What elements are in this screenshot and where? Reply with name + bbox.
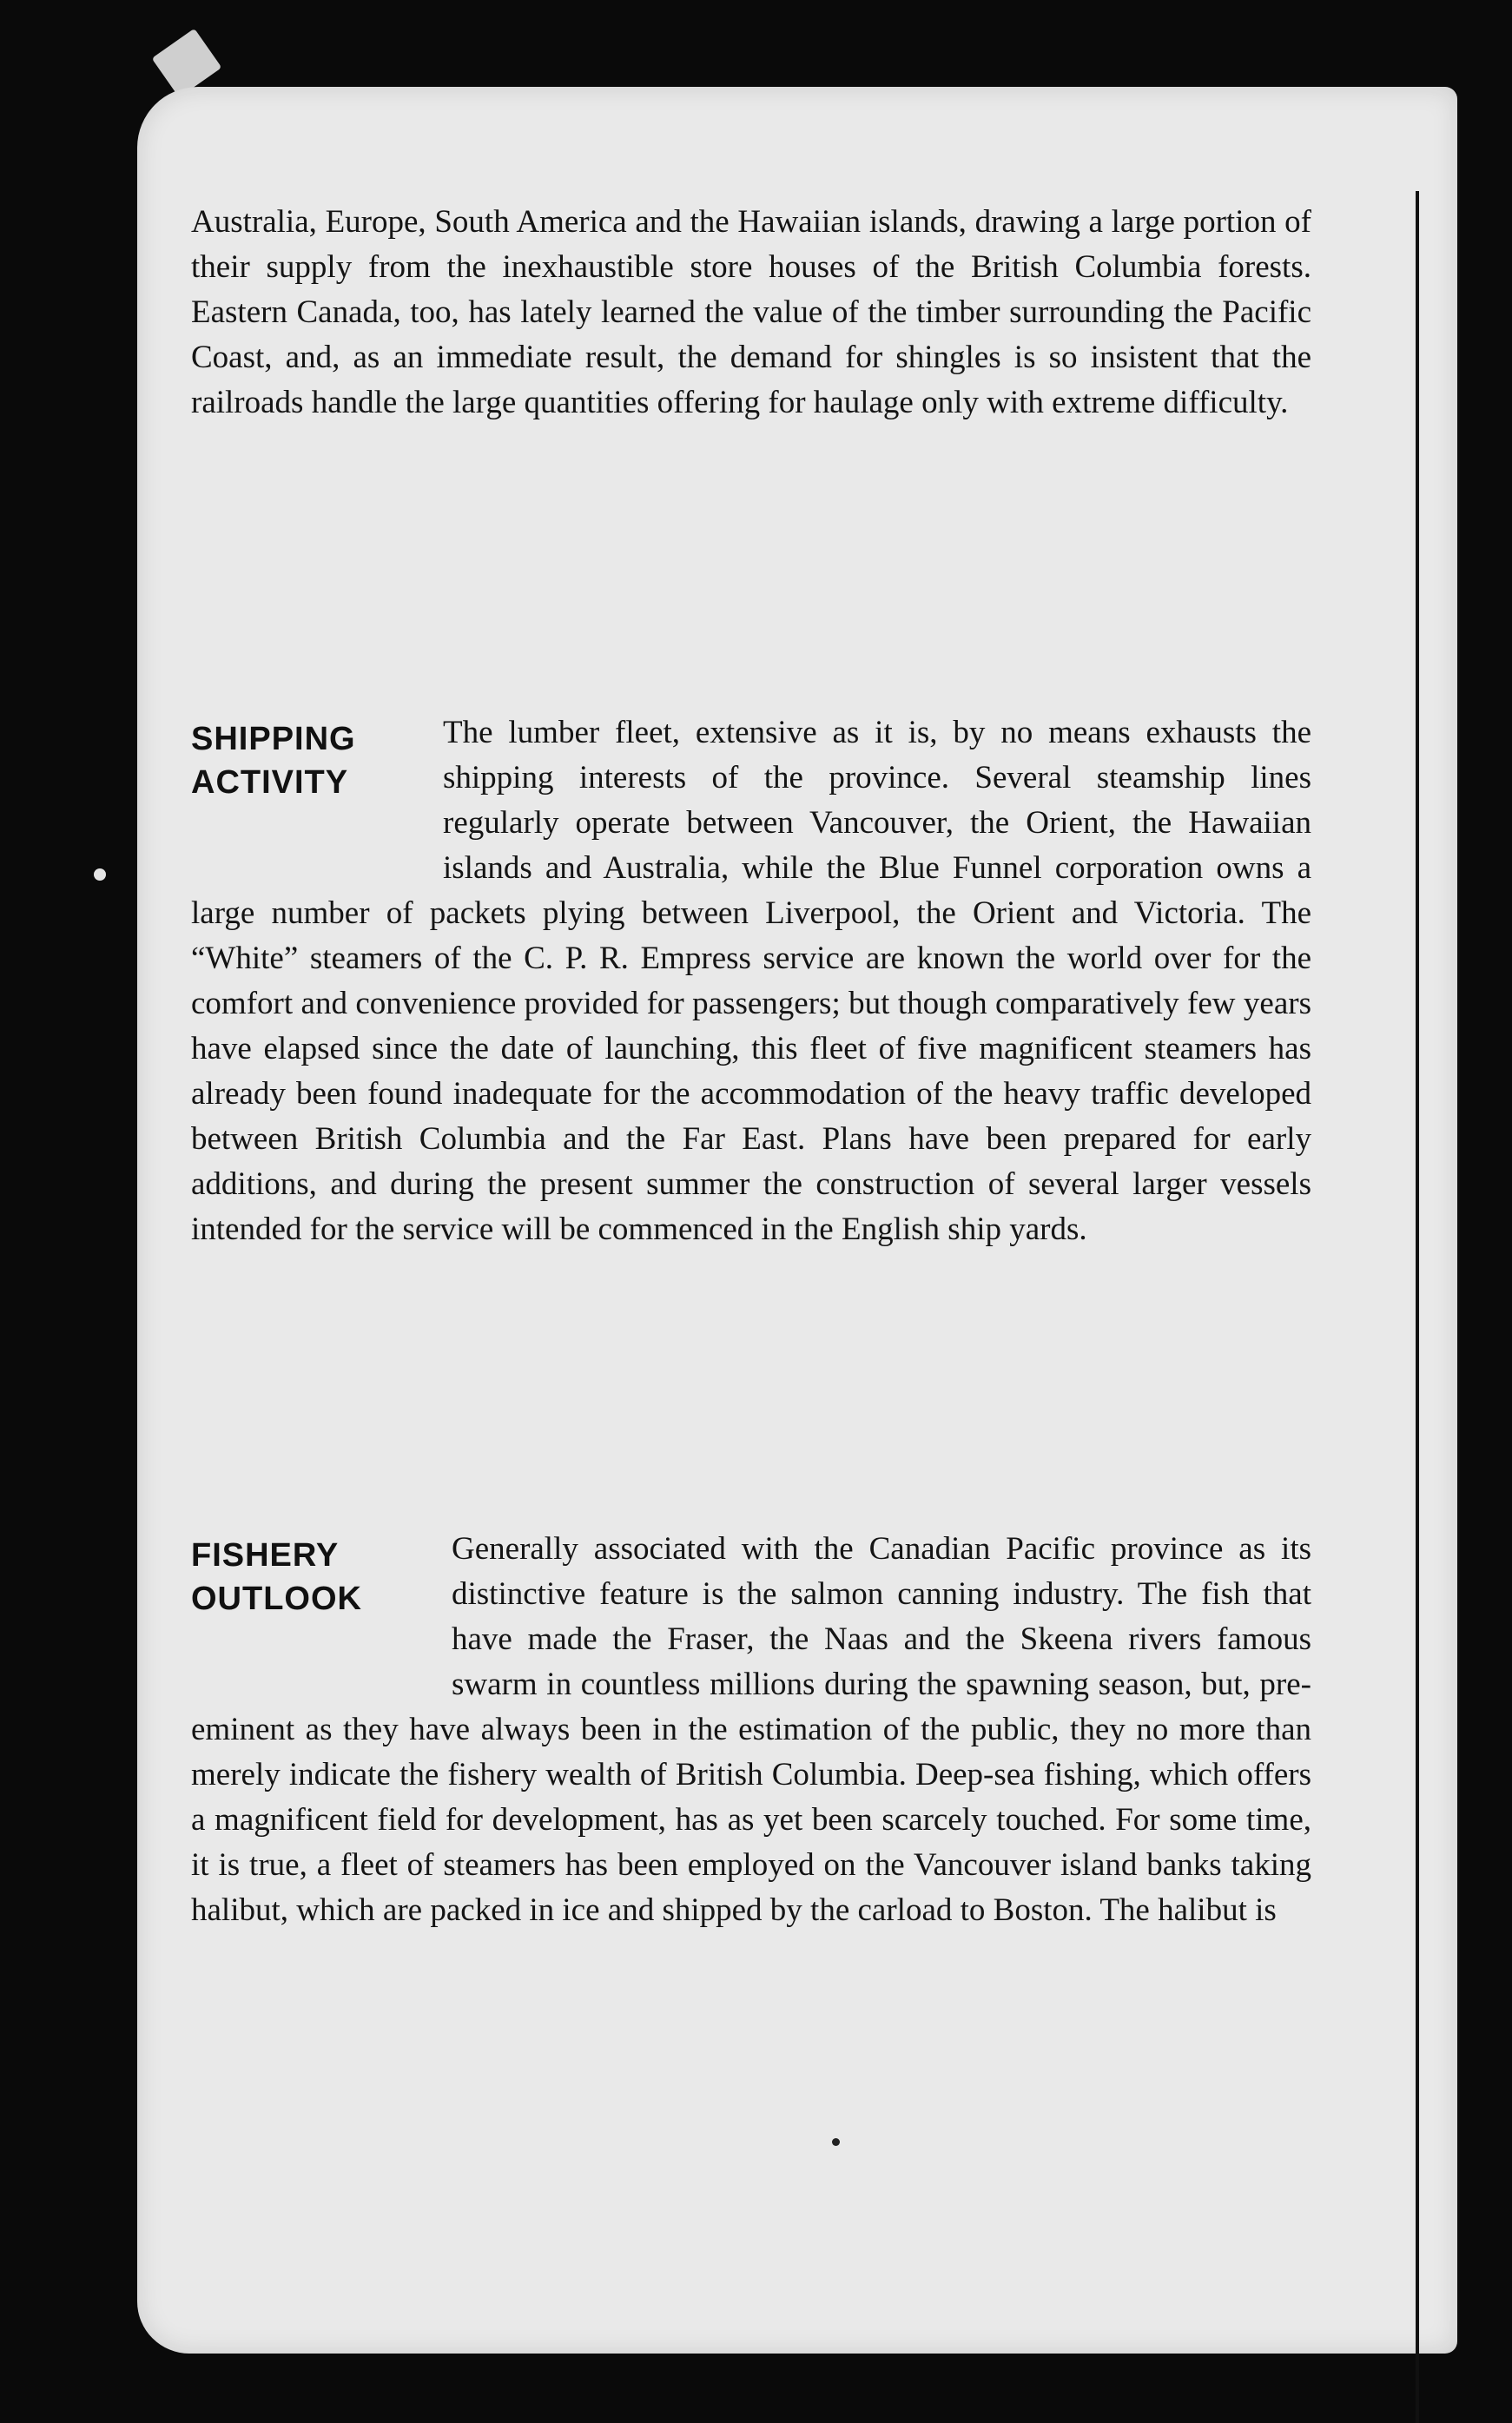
page-speck <box>832 2138 840 2146</box>
shipping-body: The lumber fleet, extensive as it is, by no means exhausts the shipping interests of the province. Several steamship lines regularly operate between Vancouver, the Orient, the Hawaiian islands and Australia, while the Blue Funnel corporation owns a large number of packets plying between Liverpool, the Orient and Victoria. The “White” steamers of the C. P. R. Empress service are known the world over for the comfort and convenience provided for passengers; but though comparatively few years have elapsed since the date of launching, this fleet of five magnificent steamers has already been found inadequate for the accommodation of the heavy traffic developed between British Columbia and the Far East. Plans have been prepared for early additions, and during the present summer the construction of several larger vessels intended for the service will be commenced in the English ship yards. <box>191 715 1311 1247</box>
edge-speck <box>94 868 106 881</box>
shipping-heading <box>191 717 443 848</box>
fishery-section <box>191 1527 1311 1933</box>
fishery-heading-line1: FISHERY <box>191 1537 340 1574</box>
fishery-heading-line2: OUTLOOK <box>191 1581 362 1617</box>
fishery-heading <box>191 1534 452 1664</box>
fishery-body: Generally associated with the Canadian Pacific province as its distinctive feature is the salmon canning industry. The fish that have made the Fraser, the Naas and the Skeena rivers famous swarm in countless millions during the spawning season, but, pre-eminent as they have always been in the estimation of the public, they no more than merely indicate the fishery wealth of British Columbia. Deep-sea fishing, which offers a magnificent field for development, has as yet been scarcely touched. For some time, it is true, a fleet of steamers has been employed on the Vancouver island banks taking halibut, which are packed in ice and shipped by the carload to Boston. The halibut is <box>191 1531 1311 1928</box>
shipping-section <box>191 710 1311 1252</box>
page-edge-line <box>1416 191 1419 2423</box>
intro-paragraph-text: Australia, Europe, South America and the Hawaiian islands, drawing a large portion of their supply from the inexhaustible store houses of the British Columbia forests. Eastern Canada, too, has lately learned the value of the timber surrounding the Pacific Coast, and, as an immediate result, the demand for shingles is so insistent that the railroads handle the large quantities offering for haulage only with extreme difficulty. <box>191 204 1311 420</box>
shipping-heading-line2: ACTIVITY <box>191 764 349 801</box>
intro-paragraph <box>191 200 1311 426</box>
shipping-heading-line1: SHIPPING <box>191 721 356 757</box>
